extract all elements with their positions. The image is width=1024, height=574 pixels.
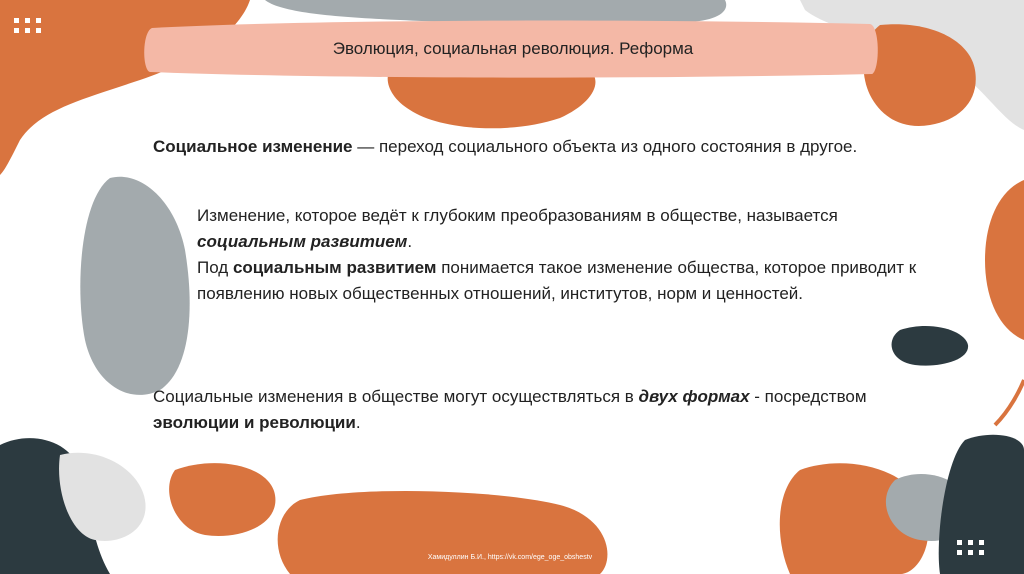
development-text-2-start: Под <box>197 258 233 277</box>
forms-text-end: . <box>355 413 361 432</box>
orange-blob-bottom-left <box>169 463 275 536</box>
term-evolution-revolution: эволюции и революции <box>153 413 356 432</box>
term-social-change: Социальное изменение <box>153 137 353 156</box>
footer-credit: Хамидуллин Б.И., https://vk.com/ege_oge_obshestv <box>427 554 593 561</box>
definition-text: — переход социального объекта из одного состояния в другое. <box>352 137 858 156</box>
term-two-forms: двух формах <box>638 387 750 406</box>
slide-title: Эволюция, социальная революция. Реформа <box>332 39 694 58</box>
development-text-1: Изменение, которое ведёт к глубоким преобразованиям в обществе, называется <box>197 206 838 225</box>
term-social-development-1: социальным развитием <box>197 232 408 251</box>
paragraph-development <box>197 203 917 307</box>
orange-arc-right <box>995 380 1024 425</box>
paragraph-forms <box>153 384 873 436</box>
dark-blob-right <box>892 326 969 366</box>
orange-blob-right <box>985 180 1024 340</box>
forms-text-middle: - посредством <box>749 387 867 406</box>
orange-blob-bottom-center <box>278 491 608 574</box>
paragraph-definition <box>153 134 893 160</box>
development-text-2: понимается такое изменение общества, которое приводит к появлению новых общественных отношений, институтов, норм и ценностей. <box>197 258 917 303</box>
gray-blob-top <box>265 0 726 24</box>
forms-text-1: Социальные изменения в обществе могут осуществляться в <box>153 387 639 406</box>
term-social-development-2: социальным развитием <box>232 258 437 277</box>
development-text-1-end: . <box>407 232 413 251</box>
gray-blob-left <box>80 177 189 395</box>
